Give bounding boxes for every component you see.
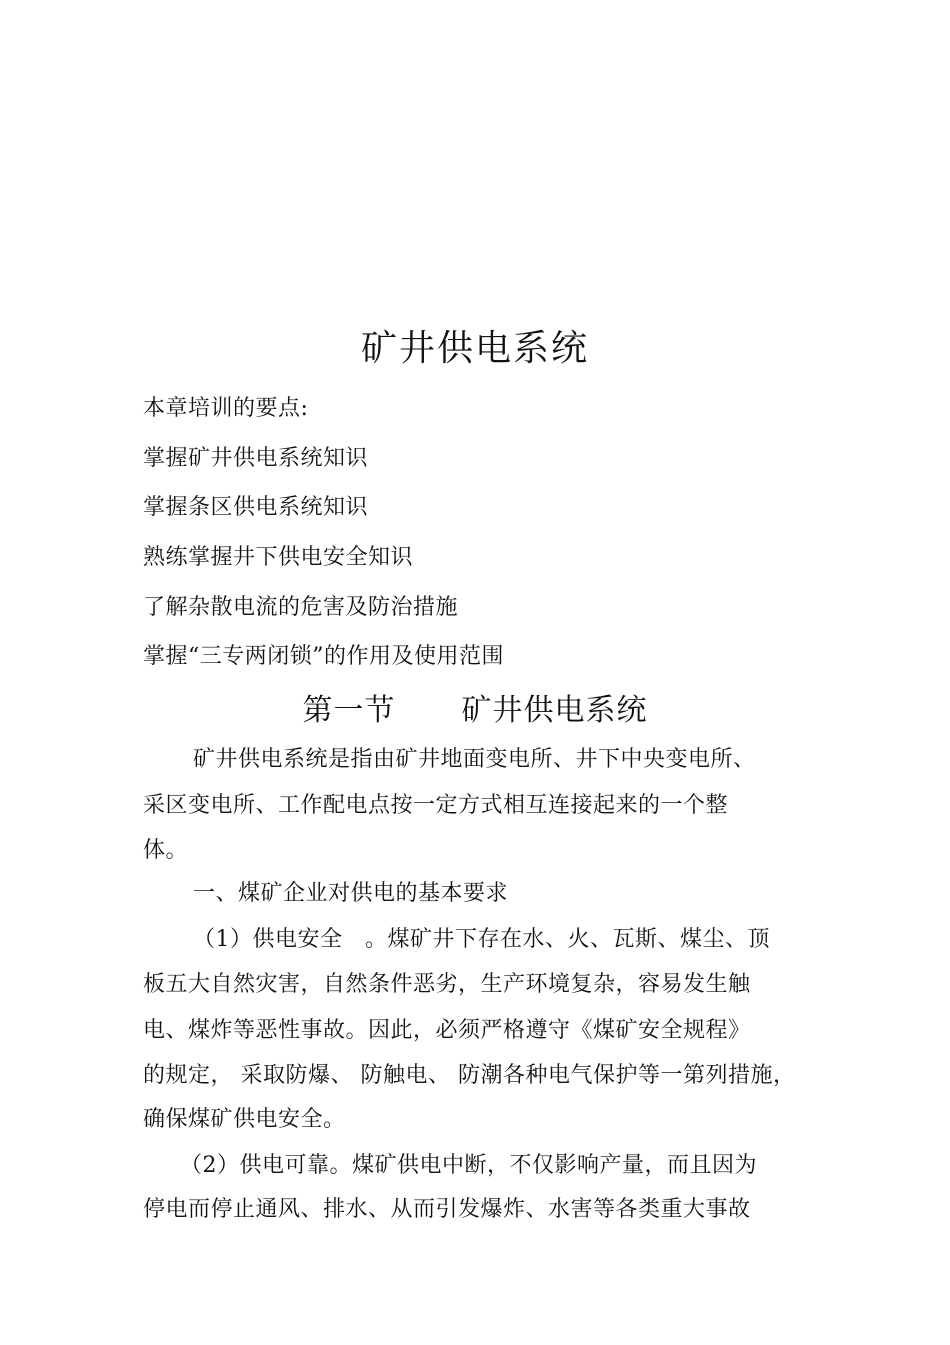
- paragraph-line: 板五大自然灾害，自然条件恶劣，生产环境复杂，容易发生触: [143, 972, 751, 997]
- paragraph-line: 体。: [143, 838, 189, 863]
- subheading: 一、煤矿企业对供电的基本要求: [193, 881, 509, 906]
- objective-item: 了解杂散电流的危害及防治措施: [143, 595, 459, 620]
- paragraph-line: 电、煤炸等恶性事故。因此，必须严格遵守《煤矿安全规程》: [143, 1018, 751, 1043]
- paragraph-line: 的规定， 采取防爆、 防触电、 防潮各种电气保护等一第列措施，: [143, 1063, 796, 1088]
- paragraph-line: （1）供电安全 。煤矿井下存在水、火、瓦斯、煤尘、顶: [193, 927, 770, 952]
- objective-item: 熟练掌握井下供电安全知识: [143, 545, 414, 570]
- paragraph-line: 采区变电所、工作配电点按一定方式相互连接起来的一个整: [143, 793, 729, 818]
- section-heading: [0, 692, 950, 730]
- paragraph-line: 停电而停止通风、排水、从而引发爆炸、水害等各类重大事故: [143, 1197, 751, 1222]
- document-title: 矿井供电系统: [360, 328, 589, 369]
- objective-item: 掌握条区供电系统知识: [143, 495, 369, 520]
- paragraph-line: 确保煤矿供电安全。: [143, 1107, 346, 1132]
- objective-item: 掌握矿井供电系统知识: [143, 446, 369, 471]
- objective-item: 掌握“三专两闭锁”的作用及使用范围: [143, 644, 504, 669]
- paragraph-line: 矿井供电系统是指由矿井地面变电所、井下中央变电所、: [193, 747, 756, 772]
- section-number: 第一节: [302, 693, 396, 728]
- objectives-heading: 本章培训的要点:: [143, 396, 309, 421]
- section-name: 矿井供电系统: [461, 693, 648, 728]
- paragraph-line: （2）供电可靠。煤矿供电中断，不仅影响产量，而且因为: [180, 1153, 757, 1178]
